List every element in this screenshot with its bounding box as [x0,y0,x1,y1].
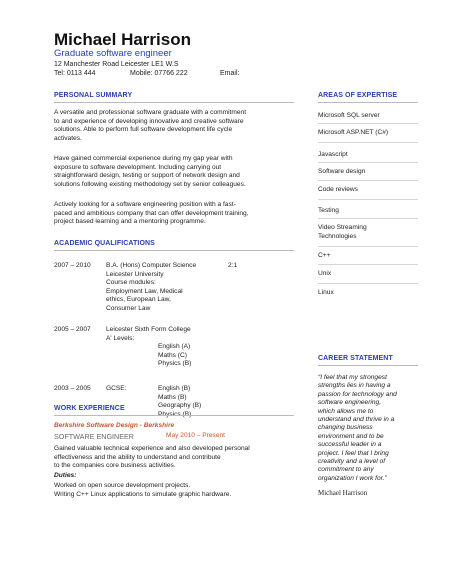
expertise-divider [318,142,418,143]
telephone: Tel: 0113 444 [54,70,96,77]
job-description: Gained valuable technical experience and also developed personal effectiveness and the ability to understand and contribute to the companies core business activities. [54,445,250,470]
expertise-divider [318,264,418,265]
expertise-item: Code reviews [318,186,358,193]
academic-entry-1: B.A. (Hons) Computer Science Leicester University Course modules: Employment Law, Medical ethics, European Law, Consumer Law [106,262,197,312]
email-label: Email: [220,70,240,77]
summary-paragraph-1: A versatile and professional software graduate with a commitment to and experience of developing innovative and creative software solutions. Able to perform full software development life cycle activates. [54,109,247,142]
expertise-item: Testing [318,207,339,214]
expertise-divider [318,283,418,284]
expertise-item: Microsoft SQL server [318,112,380,119]
expertise-divider [318,218,418,219]
expertise-item: C++ [318,252,331,259]
applicant-title: Graduate software engineer [54,48,172,59]
gcse-subjects: English (B) Maths (B) Geography (B) [158,385,202,410]
career-statement: “I feel that my strongest strengths lies in having a passion for technology and software engineering, which allows me to understand and thrive in a changing business environment and to be successful leader in a project. I feel that I bring creativity and a level of commitment to any organization I work for.” [318,374,397,482]
expertise-divider [318,180,418,181]
applicant-name: Michael Harrison [54,30,191,49]
work-heading: WORK EXPERIENCE [54,405,125,412]
company-name: Berkshire Software Design - Berkshire [54,422,175,429]
gcse-label: GCSE: [106,385,127,392]
job-role: SOFTWARE ENGINEER [54,432,134,441]
contact-block [54,60,239,78]
personal-summary-heading: PERSONAL SUMMARY [54,92,133,99]
expertise-item: Video Streaming [318,224,367,231]
expertise-item: Software design [318,168,366,175]
alevel-subjects: English (A) Maths (C) Physics (B) [158,343,192,368]
academic-years-1: 2007 – 2010 [54,262,91,269]
mobile: Mobile: 07766 222 [130,70,188,77]
expertise-item: Microsoft ASP.NET (C#) [318,129,389,136]
expertise-rule [318,102,418,103]
summary-paragraph-3: Actively looking for a software engineering position with a fast- paced and ambitious company that can offer development training, project based learning and a mentoring programme. [54,201,249,226]
signature: Michael Harrison [318,489,368,497]
academic-rule [54,250,294,251]
expertise-item: Javascript [318,151,348,158]
career-heading: CAREER STATEMENT [318,355,393,362]
expertise-item: Linux [318,289,334,296]
college-name: Leicester Sixth Form College [106,326,191,333]
expertise-item: Unix [318,270,332,277]
duties-list: Worked on open source development projects. Writing C++ Linux applications to simulate graphic hardware. [54,482,232,498]
academic-years-2: 2005 – 2007 [54,326,91,333]
expertise-divider [318,123,418,124]
duties-label: Duties: [54,472,77,479]
summary-paragraph-2: Have gained commercial experience during my gap year with exposure to software development. Including carrying out straightforward design, testing or support of network design and solutions following existing methodology set by senior colleagues. [54,155,246,188]
expertise-divider [318,246,418,247]
academic-heading: ACADEMIC QUALIFICATIONS [54,240,155,247]
expertise-divider [318,199,418,200]
career-rule [318,365,418,366]
address: 12 Manchester Road Leicester LE1 W.S [54,61,179,68]
expertise-item: Technologies [318,233,357,240]
expertise-divider [318,162,418,163]
personal-summary-rule [54,102,294,103]
academic-years-3: 2003 – 2005 [54,385,91,392]
alevels-label: A' Levels: [106,335,135,342]
expertise-heading: AREAS OF EXPERTISE [318,92,398,99]
job-dates: May 2010 – Present [166,432,226,439]
work-rule [54,415,294,416]
academic-grade-1: 2:1 [228,262,238,269]
